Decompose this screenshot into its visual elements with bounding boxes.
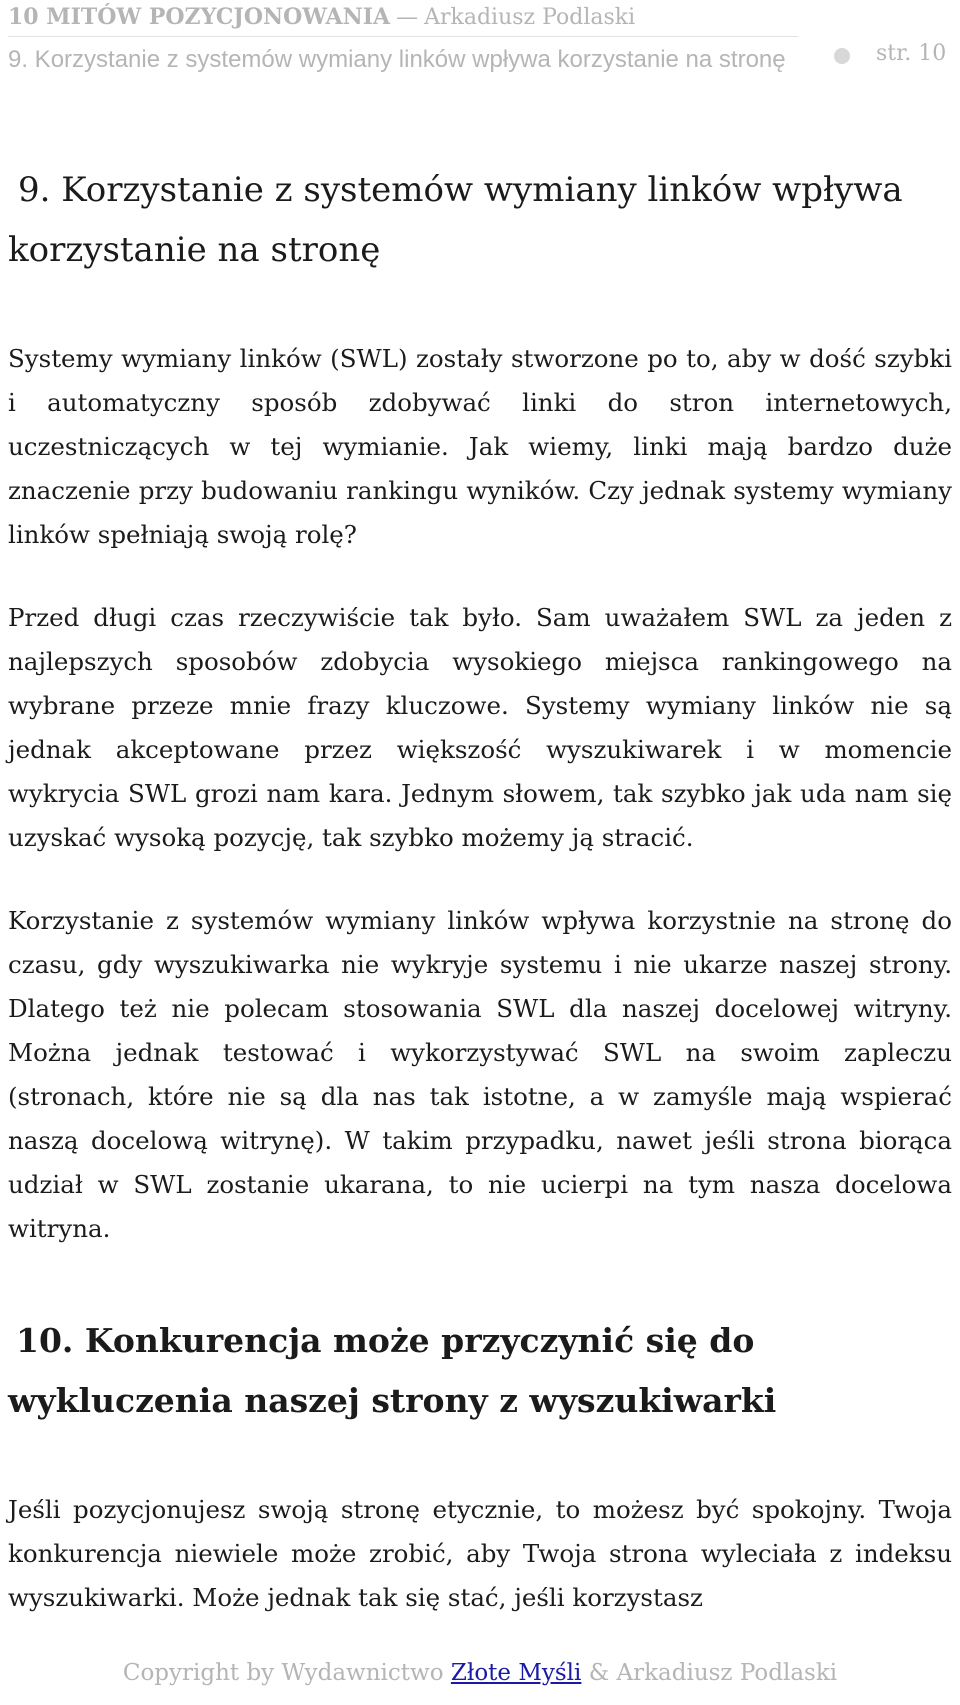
header-separator: — (396, 5, 419, 30)
header-divider (8, 36, 798, 37)
section-9-paragraph-1: Systemy wymiany linków (SWL) zostały stworzone po to, aby w dość szybki i automatyczny sposób zdobywać linki do stron internetowych, uczestniczących w tej wymianie. Jak wiemy, linki mają bardzo duże znaczenie przy budowaniu rankingu wyników. Czy jednak systemy wymiany linków spełniają swoją rolę? (8, 344, 952, 549)
publisher-link[interactable]: Złote Myśli (450, 1660, 582, 1686)
page-footer (0, 1660, 960, 1686)
section-10-heading (8, 1311, 952, 1431)
section-9-paragraph-2: Przed długi czas rzeczywiście tak było. Sam uważałem SWL za jeden z najlepszych sposobów zdobycia wysokiego miejsca rankingowego na wybrane przeze mnie frazy kluczowe. Systemy wymiany linków nie są jednak akceptowane przez większość wyszukiwarek i w momencie wykrycia SWL grozi nam kara. Jednym słowem, tak szybko jak uda nam się uzyskać wysoką pozycję, tak szybko możemy ją stracić. (8, 603, 952, 852)
section-10-title: Konkurencja może przyczynić się do wykluczenia naszej strony z wyszukiwarki (8, 1321, 777, 1420)
page-bullet-icon (834, 48, 850, 64)
document-title: 10 MITÓW POZYCJONOWANIA (8, 4, 391, 30)
page-number: str. 10 (876, 41, 947, 66)
section-9-heading (8, 160, 952, 280)
running-head: 9. Korzystanie z systemów wymiany linków wpływa korzystanie na stronę (8, 46, 786, 73)
section-9-paragraph-3: Korzystanie z systemów wymiany linków wpływa korzystnie na stronę do czasu, gdy wyszukiwarka nie wykryje systemu i nie ukarze naszej strony. Dlatego też nie polecam stosowania SWL dla naszej docelowej witryny. Można jednak testować i wykorzystywać SWL na swoim zapleczu (stronach, które nie są dla nas tak istotne, a w zamyśle mają wspierać naszą docelową witrynę). W takim przypadku, nawet jeśli strona biorąca udział w SWL zostanie ukarana, to nie ucierpi na tym nasza docelowa witryna. (8, 906, 952, 1243)
footer-copyright-prefix: Copyright by Wydawnictwo (122, 1660, 444, 1686)
page-content (8, 160, 952, 1620)
header-title-line (8, 4, 635, 30)
section-10-paragraph-1: Jeśli pozycjonujesz swoją stronę etycznie, to możesz być spokojny. Twoja konkurencja niewiele może zrobić, aby Twoja strona wyleciała z indeksu wyszukiwarki. Może jednak tak się stać, jeśli korzystasz (8, 1495, 952, 1612)
header-author: Arkadiusz Podlaski (424, 5, 636, 30)
section-9-number: 9. (18, 170, 51, 210)
section-9-title: Korzystanie z systemów wymiany linków wpływa korzystanie na stronę (8, 170, 903, 270)
page-header (8, 0, 952, 110)
section-10-number: 10. (16, 1321, 74, 1360)
footer-copyright-suffix: & Arkadiusz Podlaski (588, 1660, 838, 1686)
